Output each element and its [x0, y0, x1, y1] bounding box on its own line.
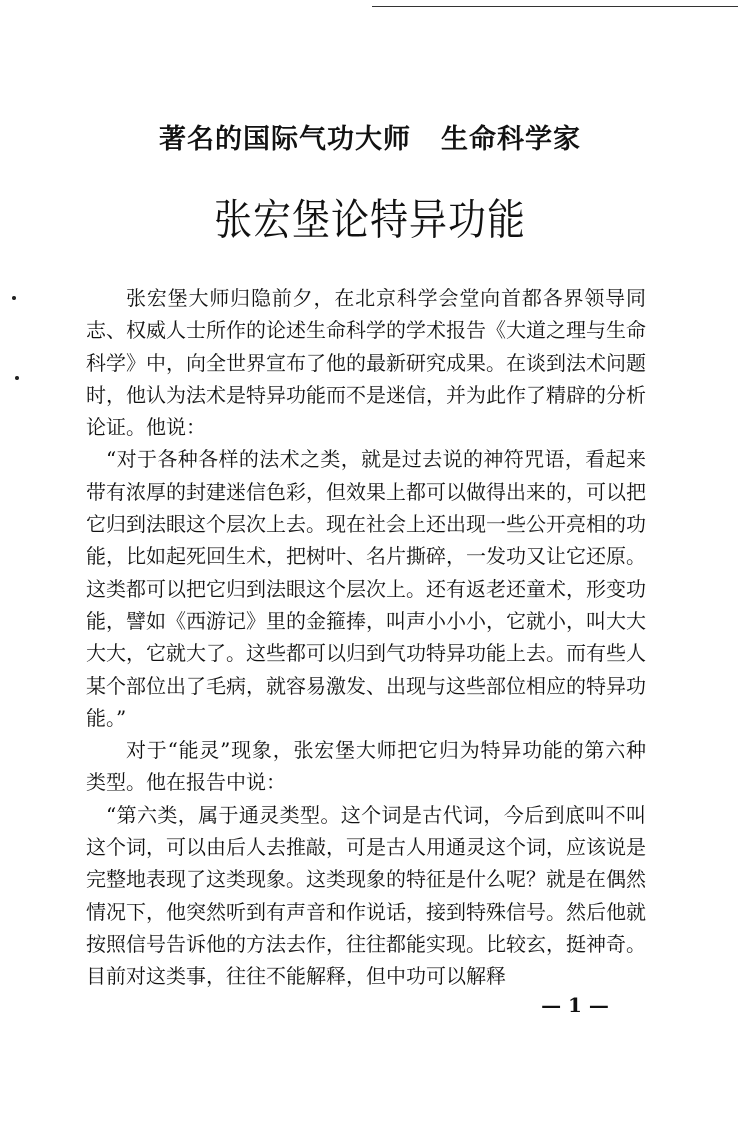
subtitle-part-2: 生命科学家 [441, 124, 581, 155]
paragraph-quote-1: “对于各种各样的法术之类，就是过去说的神符咒语，看起来带有浓厚的封建迷信色彩，但效果上都可以做得出来的，可以把它归到法眼这个层次上去。现在社会上还出现一些公开亮相的功能，比如起死回生术，把树叶、名片撕碎，一发功又让它还原。这类都可以把它归到法眼这个层次上。还有返老还童术，形变功能，譬如《西游记》里的金箍捧，叫声小小小，它就小，叫大大大大，它就大了。这些都可以归到气功特异功能上去。而有些人某个部位出了毛病，就容易激发、出现与这些部位相应的特异功能。” [86, 447, 646, 730]
page-subtitle [80, 120, 660, 160]
top-rule [372, 6, 738, 7]
article-body [86, 282, 646, 993]
scan-speck [15, 376, 19, 380]
scan-speck [12, 296, 16, 300]
page-number: — 1 — [541, 993, 609, 1017]
subtitle-part-1: 著名的国际气功大师 [159, 124, 411, 155]
paragraph-quote-2: “第六类，属于通灵类型。这个词是古代词，今后到底叫不叫这个词，可以由后人去推敲，可是古人用通灵这个词，应该说是完整地表现了这类现象。这类现象的特征是什么呢？就是在偶然情况下，他突然听到有声音和作说话，接到特殊信号。然后他就按照信号告诉他的方法去作，往往都能实现。比较玄，挺神奇。目前对这类事，往往不能解释，但中功可以解释 [86, 802, 646, 989]
paragraph-intro: 张宏堡大师归隐前夕，在北京科学会堂向首都各界领导同志、权威人士所作的论述生命科学的学术报告《大道之理与生命科学》中，向全世界宣布了他的最新研究成果。在谈到法术问题时，他认为法术是特异功能而不是迷信，并为此作了精辟的分析论证。他说： [86, 286, 646, 440]
paragraph-transition: 对于“能灵”现象，张宏堡大师把它归为特异功能的第六种类型。他在报告中说： [86, 738, 646, 795]
page-title: 张宏堡论特异功能 [213, 195, 526, 245]
